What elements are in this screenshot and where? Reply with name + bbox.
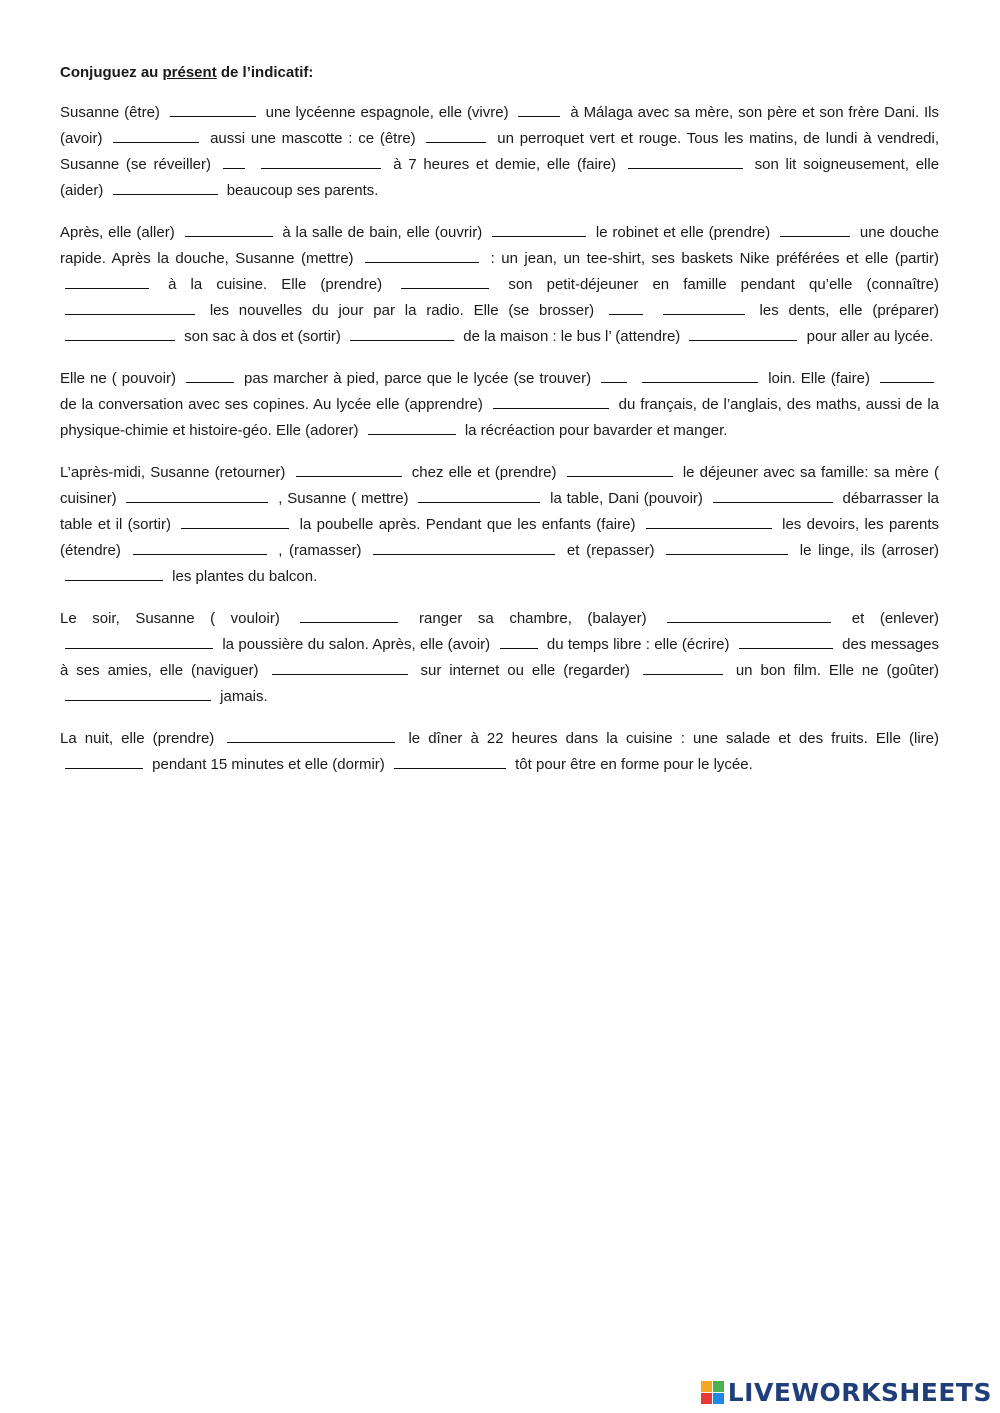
answer-blank[interactable] bbox=[567, 462, 673, 477]
answer-blank[interactable] bbox=[601, 368, 627, 383]
paragraph bbox=[60, 100, 939, 204]
answer-blank[interactable] bbox=[880, 368, 934, 383]
paragraph-text: une douche rapide. Après la douche, Susanne (mettre) bbox=[60, 224, 939, 267]
paragraph-text: Après, elle (aller) bbox=[60, 224, 175, 241]
answer-blank[interactable] bbox=[426, 128, 486, 143]
answer-blank[interactable] bbox=[628, 154, 743, 169]
answer-blank[interactable] bbox=[418, 488, 540, 503]
logo-square-1 bbox=[701, 1381, 712, 1392]
paragraph-text: tôt pour être en forme pour le lycée. bbox=[515, 756, 753, 773]
paragraph-text: son petit-déjeuner en famille pendant qu’elle (connaître) bbox=[508, 276, 939, 293]
paragraph bbox=[60, 366, 939, 444]
paragraph bbox=[60, 460, 939, 590]
answer-blank[interactable] bbox=[666, 540, 788, 555]
answer-blank[interactable] bbox=[133, 540, 267, 555]
answer-blank[interactable] bbox=[300, 608, 398, 623]
answer-blank[interactable] bbox=[65, 566, 163, 581]
paragraph-text: la poubelle après. Pendant que les enfants (faire) bbox=[299, 516, 636, 533]
paragraph-text: les nouvelles du jour par la radio. Elle (se brosser) bbox=[209, 302, 595, 319]
logo-square-4 bbox=[713, 1393, 724, 1404]
paragraph-text: pas marcher à pied, parce que le lycée (se trouver) bbox=[244, 370, 592, 387]
paragraph-text: de la conversation avec ses copines. Au lycée elle (apprendre) bbox=[60, 396, 483, 413]
paragraph-text: chez elle et (prendre) bbox=[411, 464, 557, 481]
answer-blank[interactable] bbox=[518, 102, 560, 117]
paragraph-text: une lycéenne espagnole, elle (vivre) bbox=[265, 104, 509, 121]
title-prefix: Conjuguez au bbox=[60, 64, 159, 81]
paragraph-text: les plantes du balcon. bbox=[172, 568, 318, 585]
paragraph-text: Elle ne ( pouvoir) bbox=[60, 370, 176, 387]
paragraph bbox=[60, 606, 939, 710]
paragraph-text: sur internet ou elle (regarder) bbox=[420, 662, 630, 679]
answer-blank[interactable] bbox=[667, 608, 831, 623]
paragraph-text: le robinet et elle (prendre) bbox=[595, 224, 771, 241]
answer-blank[interactable] bbox=[365, 248, 479, 263]
answer-blank[interactable] bbox=[713, 488, 833, 503]
paragraph-text: les devoirs, les parents (étendre) bbox=[60, 516, 939, 559]
instruction-title bbox=[60, 60, 939, 86]
answer-blank[interactable] bbox=[500, 634, 538, 649]
logo-square-3 bbox=[701, 1393, 712, 1404]
answer-blank[interactable] bbox=[185, 222, 273, 237]
answer-blank[interactable] bbox=[272, 660, 408, 675]
answer-blank[interactable] bbox=[689, 326, 797, 341]
answer-blank[interactable] bbox=[261, 154, 381, 169]
paragraph-text: du français, de l’anglais, des maths, aussi de la physique-chimie et histoire-géo. Elle (adorer) bbox=[60, 396, 940, 439]
liveworksheets-logo-icon bbox=[701, 1381, 724, 1404]
paragraph-text: , (ramasser) bbox=[278, 542, 362, 559]
title-underlined-word: présent bbox=[162, 64, 217, 81]
title-suffix: de l’indicatif: bbox=[220, 64, 314, 81]
paragraph-text: Le soir, Susanne ( vouloir) bbox=[60, 610, 280, 627]
paragraph-text: le linge, ils (arroser) bbox=[799, 542, 939, 559]
answer-blank[interactable] bbox=[65, 686, 211, 701]
answer-blank[interactable] bbox=[223, 154, 245, 169]
liveworksheets-logo bbox=[701, 1377, 992, 1407]
answer-blank[interactable] bbox=[780, 222, 850, 237]
paragraph-text: beaucoup ses parents. bbox=[226, 182, 379, 199]
paragraph-text: ranger sa chambre, (balayer) bbox=[419, 610, 647, 627]
answer-blank[interactable] bbox=[126, 488, 268, 503]
answer-blank[interactable] bbox=[368, 420, 456, 435]
paragraph-text: la poussière du salon. Après, elle (avoir) bbox=[222, 636, 491, 653]
paragraph-text: : un jean, un tee-shirt, ses baskets Nike préférées et elle (partir) bbox=[490, 250, 939, 267]
paragraph-text: , Susanne ( mettre) bbox=[278, 490, 409, 507]
answer-blank[interactable] bbox=[65, 754, 143, 769]
paragraph bbox=[60, 220, 939, 350]
paragraph-text: son lit soigneusement, elle (aider) bbox=[60, 156, 940, 199]
answer-blank[interactable] bbox=[739, 634, 833, 649]
answer-blank[interactable] bbox=[227, 728, 395, 743]
paragraph bbox=[60, 726, 939, 778]
answer-blank[interactable] bbox=[643, 660, 723, 675]
paragraph-text: du temps libre : elle (écrire) bbox=[546, 636, 730, 653]
exercise-body bbox=[60, 100, 939, 778]
worksheet bbox=[60, 60, 939, 794]
paragraph-text: de la maison : le bus l’ (attendre) bbox=[463, 328, 681, 345]
answer-blank[interactable] bbox=[646, 514, 772, 529]
paragraph-text: pour aller au lycée. bbox=[806, 328, 934, 345]
logo-text: LIVEWORKSHEETS bbox=[727, 1377, 992, 1407]
answer-blank[interactable] bbox=[492, 222, 586, 237]
answer-blank[interactable] bbox=[65, 300, 195, 315]
answer-blank[interactable] bbox=[401, 274, 489, 289]
paragraph-text: débarrasser la table et il (sortir) bbox=[60, 490, 940, 533]
answer-blank[interactable] bbox=[373, 540, 555, 555]
paragraph-text: la récréaction pour bavarder et manger. bbox=[464, 422, 728, 439]
paragraph-text: à 7 heures et demie, elle (faire) bbox=[393, 156, 617, 173]
paragraph-text: le dîner à 22 heures dans la cuisine : une salade et des fruits. Elle (lire) bbox=[408, 730, 939, 747]
paragraph-text: à la cuisine. Elle (prendre) bbox=[168, 276, 383, 293]
answer-blank[interactable] bbox=[186, 368, 234, 383]
paragraph-text: et (repasser) bbox=[566, 542, 655, 559]
paragraph-text: un bon film. Elle ne (goûter) bbox=[735, 662, 940, 679]
paragraph-text: aussi une mascotte : ce (être) bbox=[210, 130, 416, 147]
paragraph-text: la table, Dani (pouvoir) bbox=[550, 490, 703, 507]
paragraph-text: jamais. bbox=[220, 688, 268, 705]
paragraph-text: Susanne (être) bbox=[60, 104, 160, 121]
answer-blank[interactable] bbox=[113, 128, 199, 143]
answer-blank[interactable] bbox=[170, 102, 256, 117]
paragraph-text: un perroquet vert et rouge. Tous les matins, de lundi à vendredi, Susanne (se réveiller) bbox=[60, 130, 940, 173]
paragraph-text: loin. Elle (faire) bbox=[768, 370, 870, 387]
answer-blank[interactable] bbox=[394, 754, 506, 769]
paragraph-text: à la salle de bain, elle (ouvrir) bbox=[282, 224, 483, 241]
answer-blank[interactable] bbox=[65, 274, 149, 289]
answer-blank[interactable] bbox=[181, 514, 289, 529]
answer-blank[interactable] bbox=[609, 300, 643, 315]
paragraph-text: L’après-midi, Susanne (retourner) bbox=[60, 464, 286, 481]
answer-blank[interactable] bbox=[65, 326, 175, 341]
paragraph-text: et (enlever) bbox=[851, 610, 940, 627]
answer-blank[interactable] bbox=[65, 634, 213, 649]
paragraph-text: le déjeuner avec sa famille: sa mère ( cuisiner) bbox=[60, 464, 940, 507]
answer-blank[interactable] bbox=[493, 394, 609, 409]
paragraph-text: les dents, elle (préparer) bbox=[759, 302, 940, 319]
answer-blank[interactable] bbox=[642, 368, 758, 383]
paragraph-text: pendant 15 minutes et elle (dormir) bbox=[152, 756, 385, 773]
answer-blank[interactable] bbox=[663, 300, 745, 315]
logo-square-2 bbox=[713, 1381, 724, 1392]
paragraph-text: son sac à dos et (sortir) bbox=[184, 328, 341, 345]
answer-blank[interactable] bbox=[350, 326, 454, 341]
answer-blank[interactable] bbox=[113, 180, 218, 195]
paragraph-text: des messages à ses amies, elle (naviguer) bbox=[60, 636, 940, 679]
paragraph-text: à Málaga avec sa mère, son père et son frère Dani. Ils (avoir) bbox=[60, 104, 940, 147]
paragraph-text: La nuit, elle (prendre) bbox=[60, 730, 215, 747]
answer-blank[interactable] bbox=[296, 462, 402, 477]
